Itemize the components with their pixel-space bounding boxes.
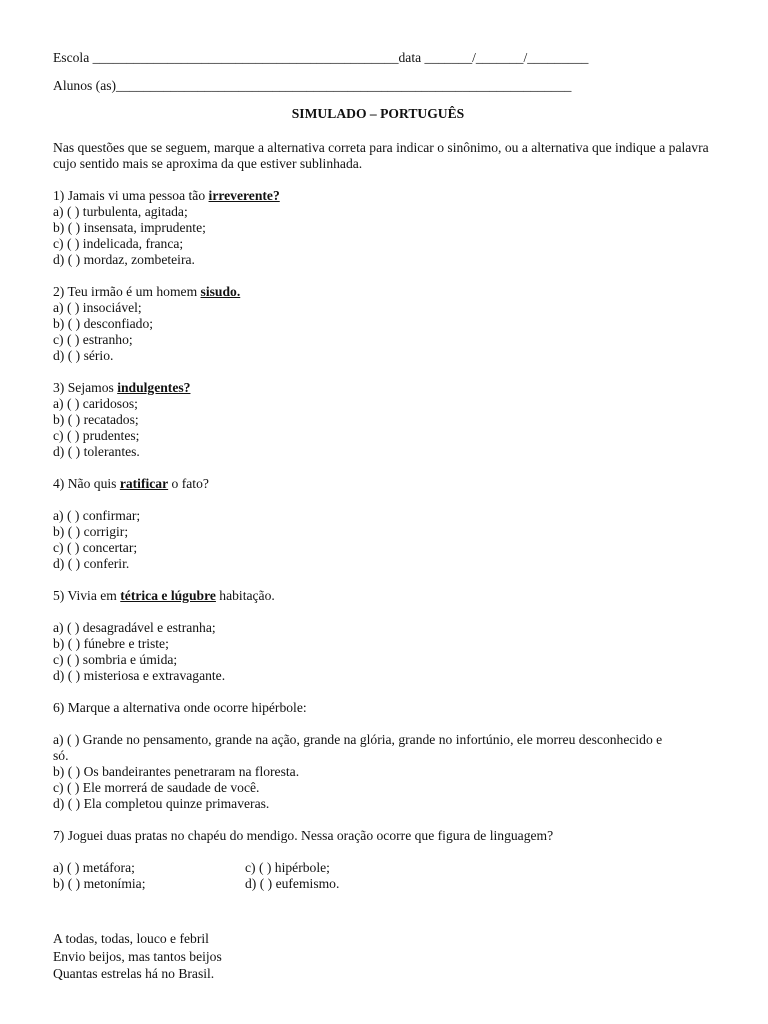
- option-a: a) ( ) insociável;: [53, 300, 142, 315]
- question-5: [53, 588, 723, 684]
- question-2-stem: 2) Teu irmão é um homem sisudo.: [53, 284, 241, 299]
- question-5-keyword: tétrica e lúgubre: [120, 588, 216, 603]
- page-title: SIMULADO – PORTUGUÊS: [291, 106, 465, 121]
- poem-line: Quantas estrelas há no Brasil.: [53, 966, 215, 981]
- question-6: [53, 700, 723, 812]
- question-2: [53, 284, 723, 364]
- option-b: b) ( ) Os bandeirantes penetraram na floresta.: [53, 764, 300, 779]
- question-6-stem: 6) Marque a alternativa onde ocorre hipérbole:: [53, 700, 307, 715]
- option-b: b) ( ) fúnebre e triste;: [53, 636, 169, 651]
- question-3-keyword: indulgentes?: [117, 380, 191, 395]
- question-1: [53, 188, 723, 268]
- question-4-keyword: ratificar: [119, 476, 169, 491]
- question-4-stem: 4) Não quis ratificar o fato?: [53, 476, 209, 491]
- option-a: a) ( ) metáfora;: [53, 860, 135, 875]
- poem-line: A todas, todas, louco e febril: [53, 931, 209, 946]
- school-date-line: Escola _____________________________________________data _______/_______/_________: [53, 50, 589, 65]
- option-b: b) ( ) metonímia;: [53, 876, 146, 891]
- option-d: d) ( ) misteriosa e extravagante.: [53, 668, 226, 683]
- option-b: b) ( ) insensata, imprudente;: [53, 220, 206, 235]
- option-a: a) ( ) turbulenta, agitada;: [53, 204, 188, 219]
- question-3: [53, 380, 723, 460]
- option-d: d) ( ) Ela completou quinze primaveras.: [53, 796, 270, 811]
- question-4: [53, 476, 723, 572]
- poem-line: Envio beijos, mas tantos beijos: [53, 948, 222, 964]
- worksheet-page: [53, 50, 723, 983]
- option-d: d) ( ) sério.: [53, 348, 114, 363]
- poem: [53, 930, 723, 983]
- option-b: b) ( ) desconfiado;: [53, 316, 154, 331]
- option-c: c) ( ) prudentes;: [53, 428, 140, 443]
- option-c: c) ( ) concertar;: [53, 540, 138, 555]
- option-c: c) ( ) estranho;: [53, 332, 133, 347]
- option-c: c) ( ) sombria e úmida;: [53, 652, 178, 667]
- instructions: Nas questões que se seguem, marque a alternativa correta para indicar o sinônimo, ou a alternativa que indique a palavra cujo sentido mais se aproxima da que estiver sublinhada.: [53, 140, 709, 171]
- question-2-keyword: sisudo.: [200, 284, 241, 299]
- students-line: Alunos (as)___________________________________________________________________: [53, 78, 572, 93]
- option-c: c) ( ) hipérbole;: [245, 860, 330, 875]
- option-d: d) ( ) tolerantes.: [53, 444, 140, 459]
- question-5-stem: 5) Vivia em tétrica e lúgubre habitação.: [53, 588, 275, 603]
- option-d: d) ( ) mordaz, zombeteira.: [53, 252, 195, 267]
- option-a: a) ( ) Grande no pensamento, grande na ação, grande na glória, grande no infortúnio, ele morreu desconhecido e só.: [53, 732, 663, 763]
- option-a: a) ( ) confirmar;: [53, 508, 141, 523]
- question-3-stem: 3) Sejamos indulgentes?: [53, 380, 191, 395]
- option-a: a) ( ) caridosos;: [53, 396, 138, 411]
- option-c: c) ( ) indelicada, franca;: [53, 236, 184, 251]
- question-1-keyword: irreverente?: [208, 188, 280, 203]
- option-d: d) ( ) conferir.: [53, 556, 130, 571]
- option-d: d) ( ) eufemismo.: [245, 876, 340, 891]
- question-7: [53, 828, 723, 892]
- option-a: a) ( ) desagradável e estranha;: [53, 620, 216, 635]
- option-c: c) ( ) Ele morrerá de saudade de você.: [53, 780, 260, 795]
- option-b: b) ( ) corrigir;: [53, 524, 129, 539]
- option-b: b) ( ) recatados;: [53, 412, 139, 427]
- question-7-stem: 7) Joguei duas pratas no chapéu do mendigo. Nessa oração ocorre que figura de linguagem?: [53, 828, 554, 843]
- question-1-stem: 1) Jamais vi uma pessoa tão irreverente?: [53, 188, 280, 203]
